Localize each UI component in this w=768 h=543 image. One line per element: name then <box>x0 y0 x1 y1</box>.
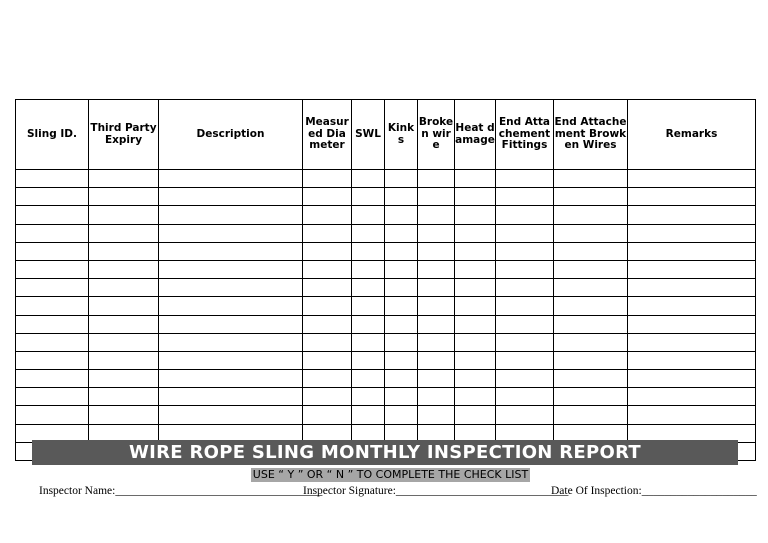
table-cell[interactable] <box>496 297 554 315</box>
table-cell[interactable] <box>89 388 159 406</box>
date-of-inspection-field[interactable]: Date Of Inspection:____________________ <box>551 485 757 497</box>
table-cell[interactable] <box>352 170 385 188</box>
table-cell[interactable] <box>418 224 455 242</box>
table-row <box>16 297 756 315</box>
table-cell[interactable] <box>554 170 628 188</box>
table-cell[interactable] <box>385 260 418 278</box>
table-cell[interactable] <box>554 224 628 242</box>
table-cell[interactable] <box>455 315 496 333</box>
table-cell[interactable] <box>455 206 496 224</box>
report-title-banner: WIRE ROPE SLING MONTHLY INSPECTION REPORT <box>32 440 738 465</box>
table-cell[interactable] <box>159 406 303 424</box>
table-cell[interactable] <box>385 297 418 315</box>
table-cell[interactable] <box>496 333 554 351</box>
table-cell[interactable] <box>16 170 89 188</box>
table-cell[interactable] <box>554 206 628 224</box>
header-swl: SWL <box>352 100 385 170</box>
table-cell[interactable] <box>159 206 303 224</box>
table-cell[interactable] <box>385 170 418 188</box>
table-cell[interactable] <box>496 170 554 188</box>
table-cell[interactable] <box>418 260 455 278</box>
table-row <box>16 333 756 351</box>
table-cell[interactable] <box>496 351 554 369</box>
table-cell[interactable] <box>303 242 352 260</box>
table-cell[interactable] <box>554 351 628 369</box>
table-cell[interactable] <box>303 351 352 369</box>
table-cell[interactable] <box>455 297 496 315</box>
table-cell[interactable] <box>554 315 628 333</box>
table-cell[interactable] <box>303 370 352 388</box>
table-cell[interactable] <box>418 370 455 388</box>
table-cell[interactable] <box>159 188 303 206</box>
header-kinks: Kinks <box>385 100 418 170</box>
table-cell[interactable] <box>496 388 554 406</box>
table-cell[interactable] <box>418 170 455 188</box>
table-cell[interactable] <box>455 260 496 278</box>
table-cell[interactable] <box>159 279 303 297</box>
table-cell[interactable] <box>89 297 159 315</box>
table-cell[interactable] <box>352 188 385 206</box>
table-cell[interactable] <box>303 388 352 406</box>
table-cell[interactable] <box>628 406 756 424</box>
table-cell[interactable] <box>554 297 628 315</box>
table-cell[interactable] <box>496 206 554 224</box>
table-cell[interactable] <box>418 333 455 351</box>
table-cell[interactable] <box>352 242 385 260</box>
table-cell[interactable] <box>303 188 352 206</box>
table-cell[interactable] <box>385 315 418 333</box>
table-cell[interactable] <box>628 388 756 406</box>
table-row <box>16 370 756 388</box>
table-cell[interactable] <box>554 388 628 406</box>
table-cell[interactable] <box>16 242 89 260</box>
table-cell[interactable] <box>554 188 628 206</box>
table-cell[interactable] <box>628 297 756 315</box>
table-cell[interactable] <box>303 279 352 297</box>
table-cell[interactable] <box>159 242 303 260</box>
table-cell[interactable] <box>159 370 303 388</box>
table-cell[interactable] <box>352 297 385 315</box>
header-end-attachment-broken-wires: End Attachement Browken Wires <box>554 100 628 170</box>
table-cell[interactable] <box>16 279 89 297</box>
table-cell[interactable] <box>628 315 756 333</box>
table-cell[interactable] <box>455 406 496 424</box>
table-cell[interactable] <box>418 242 455 260</box>
table-cell[interactable] <box>385 224 418 242</box>
table-cell[interactable] <box>303 333 352 351</box>
table-row <box>16 406 756 424</box>
header-description: Description <box>159 100 303 170</box>
header-end-attachment-fittings: End Attachement Fittings <box>496 100 554 170</box>
table-cell[interactable] <box>385 333 418 351</box>
table-row <box>16 279 756 297</box>
table-cell[interactable] <box>89 260 159 278</box>
header-remarks: Remarks <box>628 100 756 170</box>
table-cell[interactable] <box>385 206 418 224</box>
table-row <box>16 188 756 206</box>
table-cell[interactable] <box>303 260 352 278</box>
table-cell[interactable] <box>352 279 385 297</box>
table-row <box>16 224 756 242</box>
table-row <box>16 315 756 333</box>
table-cell[interactable] <box>89 206 159 224</box>
header-broken-wire: Broken wire <box>418 100 455 170</box>
table-cell[interactable] <box>385 388 418 406</box>
table-cell[interactable] <box>303 206 352 224</box>
table-cell[interactable] <box>628 260 756 278</box>
table-cell[interactable] <box>303 406 352 424</box>
table-cell[interactable] <box>352 315 385 333</box>
table-cell[interactable] <box>16 370 89 388</box>
table-cell[interactable] <box>352 206 385 224</box>
table-cell[interactable] <box>352 388 385 406</box>
header-measured-diameter: Measured Diameter <box>303 100 352 170</box>
table-cell[interactable] <box>554 242 628 260</box>
table-cell[interactable] <box>385 370 418 388</box>
table-cell[interactable] <box>455 351 496 369</box>
table-cell[interactable] <box>89 406 159 424</box>
table-cell[interactable] <box>89 333 159 351</box>
inspection-table <box>15 99 756 461</box>
table-cell[interactable] <box>159 388 303 406</box>
table-cell[interactable] <box>16 351 89 369</box>
table-row <box>16 206 756 224</box>
table-cell[interactable] <box>455 242 496 260</box>
table-cell[interactable] <box>496 406 554 424</box>
table-cell[interactable] <box>159 351 303 369</box>
table-cell[interactable] <box>628 333 756 351</box>
table-row <box>16 388 756 406</box>
table-cell[interactable] <box>303 224 352 242</box>
inspector-name-field[interactable]: Inspector Name:____________________________________ <box>39 485 323 497</box>
check-list-instruction: USE “ Y ” OR “ N ” TO COMPLETE THE CHECK LIST <box>252 468 529 481</box>
table-cell[interactable] <box>418 388 455 406</box>
table-row <box>16 242 756 260</box>
table-cell[interactable] <box>89 351 159 369</box>
table-cell[interactable] <box>159 315 303 333</box>
table-cell[interactable] <box>496 188 554 206</box>
table-cell[interactable] <box>89 279 159 297</box>
table-cell[interactable] <box>554 370 628 388</box>
table-cell[interactable] <box>418 188 455 206</box>
table-cell[interactable] <box>89 188 159 206</box>
table-cell[interactable] <box>303 297 352 315</box>
header-third-party-expiry: Third Party Expiry <box>89 100 159 170</box>
table-cell[interactable] <box>496 315 554 333</box>
table-cell[interactable] <box>418 406 455 424</box>
table-cell[interactable] <box>455 170 496 188</box>
table-cell[interactable] <box>628 224 756 242</box>
table-cell[interactable] <box>628 188 756 206</box>
table-cell[interactable] <box>554 406 628 424</box>
table-cell[interactable] <box>554 260 628 278</box>
inspector-signature-field[interactable]: Inspector Signature:______________________________ <box>303 485 569 497</box>
table-cell[interactable] <box>303 170 352 188</box>
header-heat-damage: Heat damage <box>455 100 496 170</box>
table-cell[interactable] <box>89 224 159 242</box>
table-cell[interactable] <box>418 279 455 297</box>
table-cell[interactable] <box>385 242 418 260</box>
table-cell[interactable] <box>496 260 554 278</box>
table-cell[interactable] <box>455 370 496 388</box>
table-cell[interactable] <box>385 406 418 424</box>
table-cell[interactable] <box>628 170 756 188</box>
header-sling-id: Sling ID. <box>16 100 89 170</box>
table-cell[interactable] <box>418 315 455 333</box>
table-row <box>16 170 756 188</box>
table-cell[interactable] <box>628 279 756 297</box>
table-cell[interactable] <box>496 370 554 388</box>
table-cell[interactable] <box>455 279 496 297</box>
table-cell[interactable] <box>16 333 89 351</box>
table-cell[interactable] <box>89 315 159 333</box>
table-cell[interactable] <box>628 242 756 260</box>
table-cell[interactable] <box>628 351 756 369</box>
table-cell[interactable] <box>16 224 89 242</box>
table-cell[interactable] <box>385 279 418 297</box>
table-header-row <box>16 100 756 170</box>
table-cell[interactable] <box>418 206 455 224</box>
table-cell[interactable] <box>89 370 159 388</box>
table-cell[interactable] <box>352 406 385 424</box>
table-cell[interactable] <box>385 188 418 206</box>
table-cell[interactable] <box>352 224 385 242</box>
table-cell[interactable] <box>385 351 418 369</box>
table-cell[interactable] <box>89 242 159 260</box>
table-cell[interactable] <box>554 279 628 297</box>
table-cell[interactable] <box>352 260 385 278</box>
table-cell[interactable] <box>89 170 159 188</box>
table-cell[interactable] <box>16 406 89 424</box>
table-cell[interactable] <box>352 370 385 388</box>
table-cell[interactable] <box>496 224 554 242</box>
table-cell[interactable] <box>159 170 303 188</box>
table-cell[interactable] <box>352 333 385 351</box>
table-cell[interactable] <box>554 333 628 351</box>
table-cell[interactable] <box>455 388 496 406</box>
table-row <box>16 351 756 369</box>
table-cell[interactable] <box>16 388 89 406</box>
table-row <box>16 260 756 278</box>
table-cell[interactable] <box>628 370 756 388</box>
table-cell[interactable] <box>418 297 455 315</box>
table-cell[interactable] <box>455 333 496 351</box>
table-cell[interactable] <box>455 224 496 242</box>
table-cell[interactable] <box>16 260 89 278</box>
table-cell[interactable] <box>455 188 496 206</box>
table-cell[interactable] <box>159 260 303 278</box>
table-cell[interactable] <box>496 279 554 297</box>
table-cell[interactable] <box>418 351 455 369</box>
table-cell[interactable] <box>496 242 554 260</box>
table-cell[interactable] <box>16 206 89 224</box>
table-cell[interactable] <box>16 315 89 333</box>
table-cell[interactable] <box>16 188 89 206</box>
table-cell[interactable] <box>352 351 385 369</box>
table-cell[interactable] <box>303 315 352 333</box>
table-cell[interactable] <box>159 333 303 351</box>
table-cell[interactable] <box>628 206 756 224</box>
table-cell[interactable] <box>159 224 303 242</box>
table-cell[interactable] <box>16 297 89 315</box>
table-cell[interactable] <box>159 297 303 315</box>
